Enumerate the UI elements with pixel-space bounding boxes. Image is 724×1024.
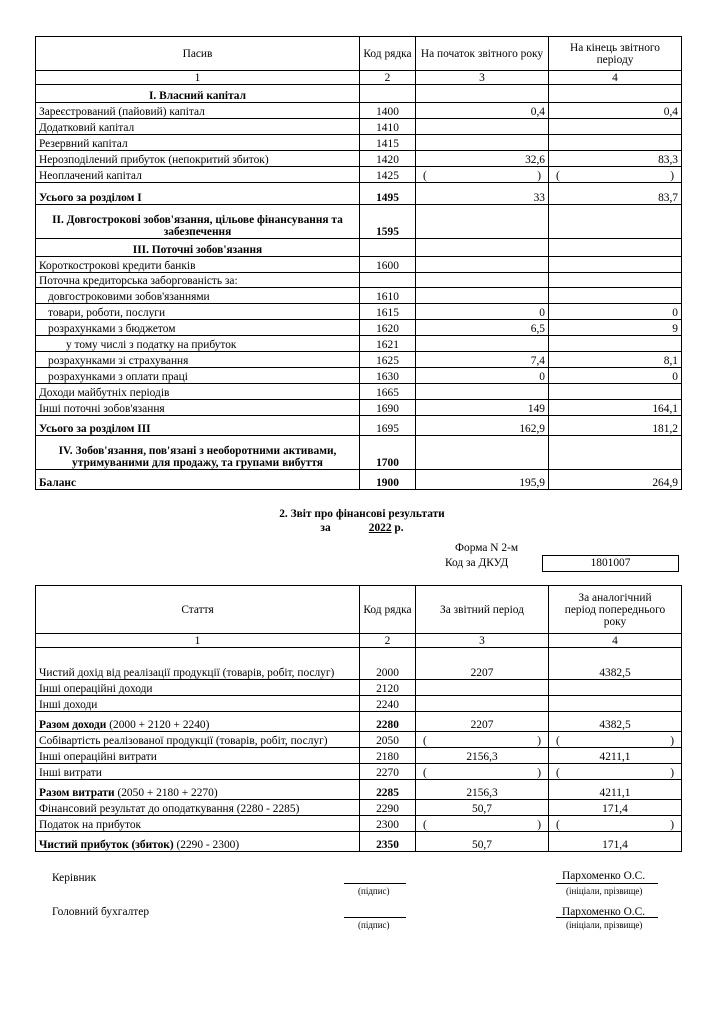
colnum-4: 4 bbox=[549, 71, 682, 85]
row-start bbox=[416, 336, 549, 352]
colnum-4: 4 bbox=[549, 634, 682, 648]
row-code: 2300 bbox=[360, 816, 416, 832]
row-code: 1600 bbox=[360, 257, 416, 273]
header-liabilities: Пасив bbox=[36, 37, 360, 71]
financial-results-table bbox=[35, 585, 682, 852]
table-row bbox=[36, 384, 682, 400]
row-current: ( ) bbox=[416, 816, 549, 832]
row-previous: ( ) bbox=[549, 764, 682, 780]
report-year: 2022 bbox=[368, 522, 392, 534]
row-end bbox=[549, 384, 682, 400]
row-code: 2240 bbox=[360, 696, 416, 712]
row-label: Доходи майбутніх періодів bbox=[36, 384, 360, 400]
colnum-2: 2 bbox=[360, 71, 416, 85]
balance-total-start: 195,9 bbox=[416, 470, 549, 490]
row-code: 1415 bbox=[360, 135, 416, 151]
row-label: Інші операційні витрати bbox=[36, 748, 360, 764]
financial-results-rows bbox=[36, 648, 682, 852]
row-previous bbox=[549, 680, 682, 696]
row-previous: 4211,1 bbox=[549, 748, 682, 764]
row-label: Неоплачений капітал bbox=[36, 167, 360, 183]
row-code: 1410 bbox=[360, 119, 416, 135]
row-label: Чистий дохід від реалізації продукції (товарів, робіт, послуг) bbox=[36, 648, 360, 680]
accountant-sign-caption: (підпис) bbox=[358, 920, 390, 930]
director-sign-caption: (підпис) bbox=[358, 886, 390, 896]
director-name-line bbox=[556, 883, 658, 884]
colnum-2: 2 bbox=[360, 634, 416, 648]
row-code: 1425 bbox=[360, 167, 416, 183]
row-label: Резервний капітал bbox=[36, 135, 360, 151]
table-row bbox=[36, 712, 682, 732]
row-previous: 4382,5 bbox=[549, 648, 682, 680]
row-code: 1420 bbox=[360, 151, 416, 167]
header-previous: За аналогічний період попереднього року bbox=[549, 586, 682, 634]
row-label: Інші доходи bbox=[36, 696, 360, 712]
row-label: довгостроковими зобов'язаннями bbox=[36, 288, 360, 304]
section-title-current: III. Поточні зобов'язання bbox=[36, 239, 360, 257]
row-current bbox=[416, 680, 549, 696]
accountant-name: Пархоменко О.С. bbox=[562, 906, 646, 918]
dkud-code: 1801007 bbox=[542, 555, 679, 572]
row-previous: ( ) bbox=[549, 732, 682, 748]
table-row bbox=[36, 764, 682, 780]
row-label: розрахунками зі страхування bbox=[36, 352, 360, 368]
row-code: 2000 bbox=[360, 648, 416, 680]
row-start: 6,5 bbox=[416, 320, 549, 336]
row-code: 2120 bbox=[360, 680, 416, 696]
total-1-end: 83,7 bbox=[549, 183, 682, 205]
row-code: 2280 bbox=[360, 712, 416, 732]
row-start: 32,6 bbox=[416, 151, 549, 167]
dkud-label: Код за ДКУД bbox=[445, 557, 509, 569]
row-current: 2207 bbox=[416, 648, 549, 680]
form-label: Форма N 2-м bbox=[455, 542, 519, 554]
row-current bbox=[416, 696, 549, 712]
row-current: 50,7 bbox=[416, 800, 549, 816]
colnum-1: 1 bbox=[36, 71, 360, 85]
row-label: товари, роботи, послуги bbox=[36, 304, 360, 320]
row-label: Інші операційні доходи bbox=[36, 680, 360, 696]
row-end: ( ) bbox=[549, 167, 682, 183]
header-article: Стаття bbox=[36, 586, 360, 634]
row-code: 2180 bbox=[360, 748, 416, 764]
total-3-end: 181,2 bbox=[549, 416, 682, 436]
accountant-name-line bbox=[556, 917, 658, 918]
row-start bbox=[416, 384, 549, 400]
balance-total-label: Баланс bbox=[36, 470, 360, 490]
section-2-code: 1595 bbox=[360, 205, 416, 239]
table-row bbox=[36, 288, 682, 304]
row-end: 83,3 bbox=[549, 151, 682, 167]
row-label: Короткострокові кредити банків bbox=[36, 257, 360, 273]
row-end bbox=[549, 119, 682, 135]
total-1-code: 1495 bbox=[360, 183, 416, 205]
row-code: 2350 bbox=[360, 832, 416, 852]
section-title-longterm: II. Довгострокові зобов'язання, цільове фінансування та забезпечення bbox=[36, 205, 360, 239]
row-end: 164,1 bbox=[549, 400, 682, 416]
table-row bbox=[36, 648, 682, 680]
row-label: Податок на прибуток bbox=[36, 816, 360, 832]
row-start: 0 bbox=[416, 304, 549, 320]
row-start: 0 bbox=[416, 368, 549, 384]
row-end bbox=[549, 288, 682, 304]
row-end: 0,4 bbox=[549, 103, 682, 119]
row-label: Чистий прибуток (збиток) (2290 - 2300) bbox=[36, 832, 360, 852]
header-end: На кінець звітного періоду bbox=[549, 37, 682, 71]
total-3-label: Усього за розділом III bbox=[36, 416, 360, 436]
row-previous: 4211,1 bbox=[549, 780, 682, 800]
row-code: 1610 bbox=[360, 288, 416, 304]
director-label: Керівник bbox=[52, 872, 97, 884]
table-row bbox=[36, 800, 682, 816]
colnum-3: 3 bbox=[416, 634, 549, 648]
row-code: 1625 bbox=[360, 352, 416, 368]
row-end: 8,1 bbox=[549, 352, 682, 368]
header-code: Код рядка bbox=[360, 586, 416, 634]
row-previous bbox=[549, 696, 682, 712]
total-3-start: 162,9 bbox=[416, 416, 549, 436]
row-label: розрахунками з оплати праці bbox=[36, 368, 360, 384]
row-previous: 171,4 bbox=[549, 800, 682, 816]
header-code: Код рядка bbox=[360, 37, 416, 71]
row-end bbox=[549, 336, 682, 352]
row-start bbox=[416, 288, 549, 304]
row-code: 2285 bbox=[360, 780, 416, 800]
row-label: у тому числі з податку на прибуток bbox=[36, 336, 360, 352]
section-title-equity: I. Власний капітал bbox=[36, 85, 360, 103]
row-label: Інші витрати bbox=[36, 764, 360, 780]
row-start: 0,4 bbox=[416, 103, 549, 119]
row-code: 1615 bbox=[360, 304, 416, 320]
row-current: ( ) bbox=[416, 764, 549, 780]
row-end: 0 bbox=[549, 368, 682, 384]
table-row bbox=[36, 304, 682, 320]
row-start bbox=[416, 119, 549, 135]
accountant-signature-line bbox=[344, 917, 406, 918]
row-current: ( ) bbox=[416, 732, 549, 748]
equity-rows bbox=[36, 103, 682, 167]
header-current: За звітний період bbox=[416, 586, 549, 634]
director-name-caption: (ініціали, прізвище) bbox=[566, 886, 643, 896]
row-end: 9 bbox=[549, 320, 682, 336]
accountant-label: Головний бухгалтер bbox=[52, 906, 150, 918]
row-label: Собівартість реалізованої продукції (товарів, робіт, послуг) bbox=[36, 732, 360, 748]
row-code: 1621 bbox=[360, 336, 416, 352]
row-code: 2270 bbox=[360, 764, 416, 780]
row-start: 149 bbox=[416, 400, 549, 416]
total-3-code: 1695 bbox=[360, 416, 416, 436]
row-current: 50,7 bbox=[416, 832, 549, 852]
row-code: 1665 bbox=[360, 384, 416, 400]
row-end: 0 bbox=[549, 304, 682, 320]
row-code: 2290 bbox=[360, 800, 416, 816]
director-name: Пархоменко О.С. bbox=[562, 870, 646, 882]
total-1-label: Усього за розділом I bbox=[36, 183, 360, 205]
table-row bbox=[36, 135, 682, 151]
row-previous: 171,4 bbox=[549, 832, 682, 852]
report-period: за 2022 р. bbox=[320, 522, 404, 534]
row-label: Інші поточні зобов'язання bbox=[36, 400, 360, 416]
row-current: 2207 bbox=[416, 712, 549, 732]
row-previous: 4382,5 bbox=[549, 712, 682, 732]
table-row bbox=[36, 732, 682, 748]
table-row bbox=[36, 400, 682, 416]
row-start: ( ) bbox=[416, 167, 549, 183]
table-row bbox=[36, 816, 682, 832]
accountant-name-caption: (ініціали, прізвище) bbox=[566, 920, 643, 930]
table-row bbox=[36, 696, 682, 712]
table-row bbox=[36, 368, 682, 384]
row-start: 7,4 bbox=[416, 352, 549, 368]
row-label: Додатковий капітал bbox=[36, 119, 360, 135]
row-code: 2050 bbox=[360, 732, 416, 748]
section-title-held-for-sale: IV. Зобов'язання, пов'язані з необоротними активами, утримуваними для продажу, та групами вибуття bbox=[36, 436, 360, 470]
table-row bbox=[36, 832, 682, 852]
table-row bbox=[36, 103, 682, 119]
row-code: 1620 bbox=[360, 320, 416, 336]
table-row bbox=[36, 119, 682, 135]
payables-header: Поточна кредиторська заборгованість за: bbox=[36, 273, 360, 288]
header-start: На початок звітного року bbox=[416, 37, 549, 71]
row-label: Разом витрати (2050 + 2180 + 2270) bbox=[36, 780, 360, 800]
table-row bbox=[36, 352, 682, 368]
row-start bbox=[416, 135, 549, 151]
colnum-1: 1 bbox=[36, 634, 360, 648]
current-liabilities-rows bbox=[36, 288, 682, 416]
row-label: Разом доходи (2000 + 2120 + 2240) bbox=[36, 712, 360, 732]
row-label: розрахунками з бюджетом bbox=[36, 320, 360, 336]
row-end bbox=[549, 135, 682, 151]
director-signature-line bbox=[344, 883, 406, 884]
balance-liabilities-table bbox=[35, 36, 682, 490]
balance-total-end: 264,9 bbox=[549, 470, 682, 490]
colnum-3: 3 bbox=[416, 71, 549, 85]
table-row bbox=[36, 320, 682, 336]
row-label: Нерозподілений прибуток (непокритий збиток) bbox=[36, 151, 360, 167]
table-row bbox=[36, 680, 682, 696]
row-current: 2156,3 bbox=[416, 780, 549, 800]
section-4-code: 1700 bbox=[360, 436, 416, 470]
row-label: Фінансовий результат до оподаткування (2280 - 2285) bbox=[36, 800, 360, 816]
report-title: 2. Звіт про фінансові результати bbox=[279, 508, 445, 520]
balance-total-code: 1900 bbox=[360, 470, 416, 490]
row-code: 1630 bbox=[360, 368, 416, 384]
table-row bbox=[36, 780, 682, 800]
row-label: Зареєстрований (пайовий) капітал bbox=[36, 103, 360, 119]
row-code: 1400 bbox=[360, 103, 416, 119]
total-1-start: 33 bbox=[416, 183, 549, 205]
row-current: 2156,3 bbox=[416, 748, 549, 764]
row-previous: ( ) bbox=[549, 816, 682, 832]
table-row bbox=[36, 748, 682, 764]
row-code: 1690 bbox=[360, 400, 416, 416]
table-row bbox=[36, 151, 682, 167]
table-row bbox=[36, 336, 682, 352]
